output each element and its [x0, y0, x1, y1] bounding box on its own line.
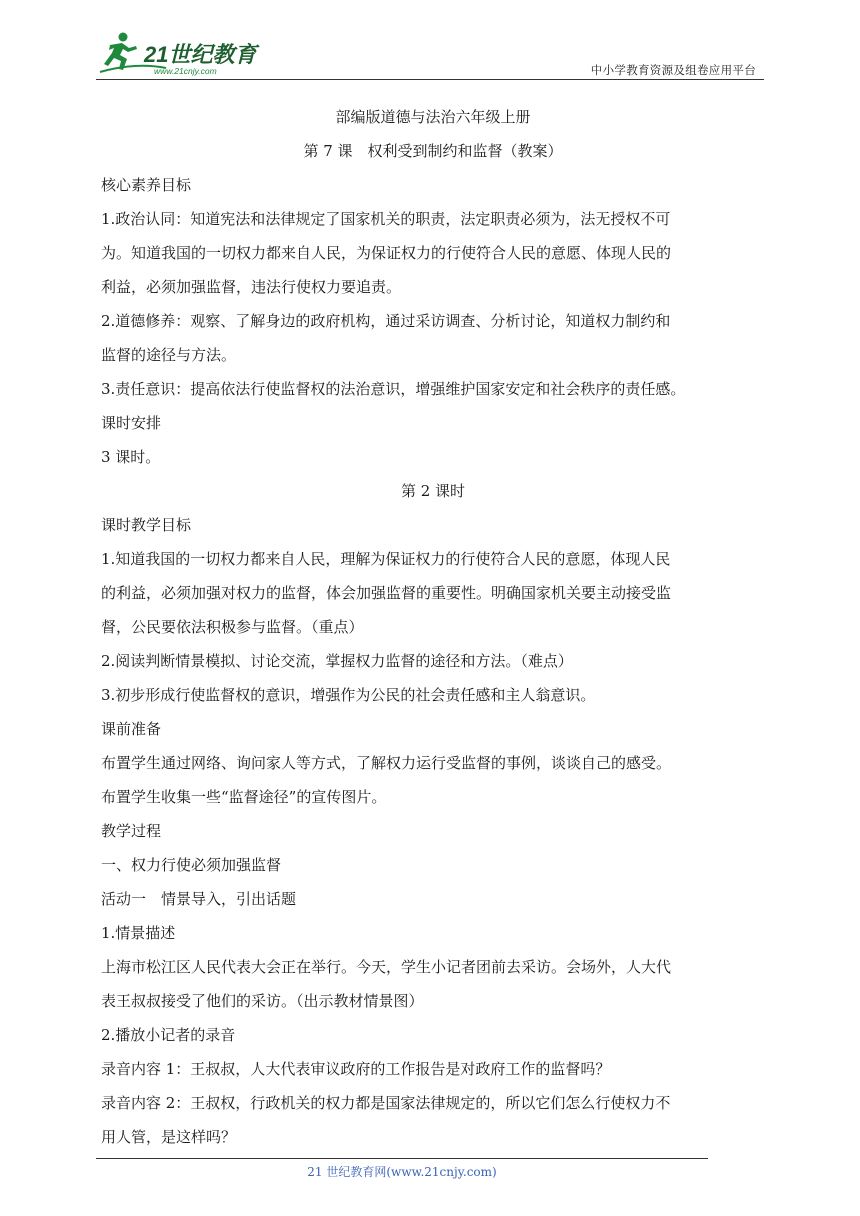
text-line: 1.情景描述 [101, 924, 176, 942]
page-header [96, 28, 764, 82]
text-line: 3.责任意识：提高依法行使监督权的法治意识，增强维护国家安定和社会秩序的责任感。 [101, 380, 686, 398]
footer-divider [96, 1158, 708, 1159]
text-line: 课时教学目标 [101, 516, 192, 534]
text-line: 1.政治认同：知道宪法和法律规定了国家机关的职责，法定职责必须为，法无授权不可 [101, 210, 671, 228]
text-line: 核心素养目标 [101, 176, 192, 194]
header-divider [96, 79, 764, 80]
document-body [101, 100, 765, 1154]
footer-text: 21 世纪教育网(www.21cnjy.com) [307, 1165, 497, 1179]
platform-name: 中小学教育资源及组卷应用平台 [590, 63, 756, 77]
text-line: 监督的途径与方法。 [101, 346, 237, 364]
text-line: 录音内容 1：王叔叔，人大代表审议政府的工作报告是对政府工作的监督吗？ [101, 1060, 611, 1078]
text-line: 第 7 课 权利受到制约和监督（教案） [303, 142, 563, 160]
text-line: 表王叔叔接受了他们的采访。（出示教材情景图） [101, 992, 424, 1010]
text-line: 利益，必须加强监督，违法行使权力要追责。 [101, 278, 402, 296]
text-line: 部编版道德与法治六年级上册 [335, 108, 531, 126]
text-line: 录音内容 2：王叔权，行政机关的权力都是国家法律规定的，所以它们怎么行使权力不 [101, 1094, 671, 1112]
text-line: 3 课时。 [101, 448, 161, 466]
logo-text: 21世纪教育 [144, 42, 257, 67]
text-line: 第 2 课时 [400, 482, 466, 500]
text-line: 课前准备 [101, 720, 162, 738]
text-line: 督，公民要依法积极参与监督。（重点） [101, 618, 364, 636]
logo-url: www.21cnjy.com [154, 66, 217, 76]
text-line: 活动一 情景导入，引出话题 [101, 890, 297, 908]
text-line: 1.知道我国的一切权力都来自人民，理解为保证权力的行使符合人民的意愿，体现人民 [101, 550, 671, 568]
runner-icon [104, 33, 137, 71]
text-line: 2.阅读判断情景模拟、讨论交流，掌握权力监督的途径和方法。（难点） [101, 652, 573, 670]
text-line: 上海市松江区人民代表大会正在举行。今天，学生小记者团前去采访。会场外，人大代 [101, 958, 672, 976]
text-line: 一、权力行使必须加强监督 [101, 856, 282, 874]
text-line: 为。知道我国的一切权力都来自人民，为保证权力的行使符合人民的意愿、体现人民的 [101, 244, 672, 262]
text-line: 教学过程 [101, 822, 162, 840]
logo-21cnjy [96, 28, 266, 78]
text-line: 的利益，必须加强对权力的监督，体会加强监督的重要性。明确国家机关要主动接受监 [101, 584, 672, 602]
text-line: 2.播放小记者的录音 [101, 1026, 236, 1044]
text-line: 2.道德修养：观察、了解身边的政府机构，通过采访调查、分析讨论，知道权力制约和 [101, 312, 671, 330]
text-line: 布置学生通过网络、询问家人等方式，了解权力运行受监督的事例，谈谈自己的感受。 [101, 754, 672, 772]
text-line: 3.初步形成行使监督权的意识，增强作为公民的社会责任感和主人翁意识。 [101, 686, 596, 704]
text-line: 课时安排 [101, 414, 162, 432]
text-line: 用人管，是这样吗？ [101, 1128, 237, 1146]
text-line: 布置学生收集一些“监督途径”的宣传图片。 [101, 788, 387, 806]
